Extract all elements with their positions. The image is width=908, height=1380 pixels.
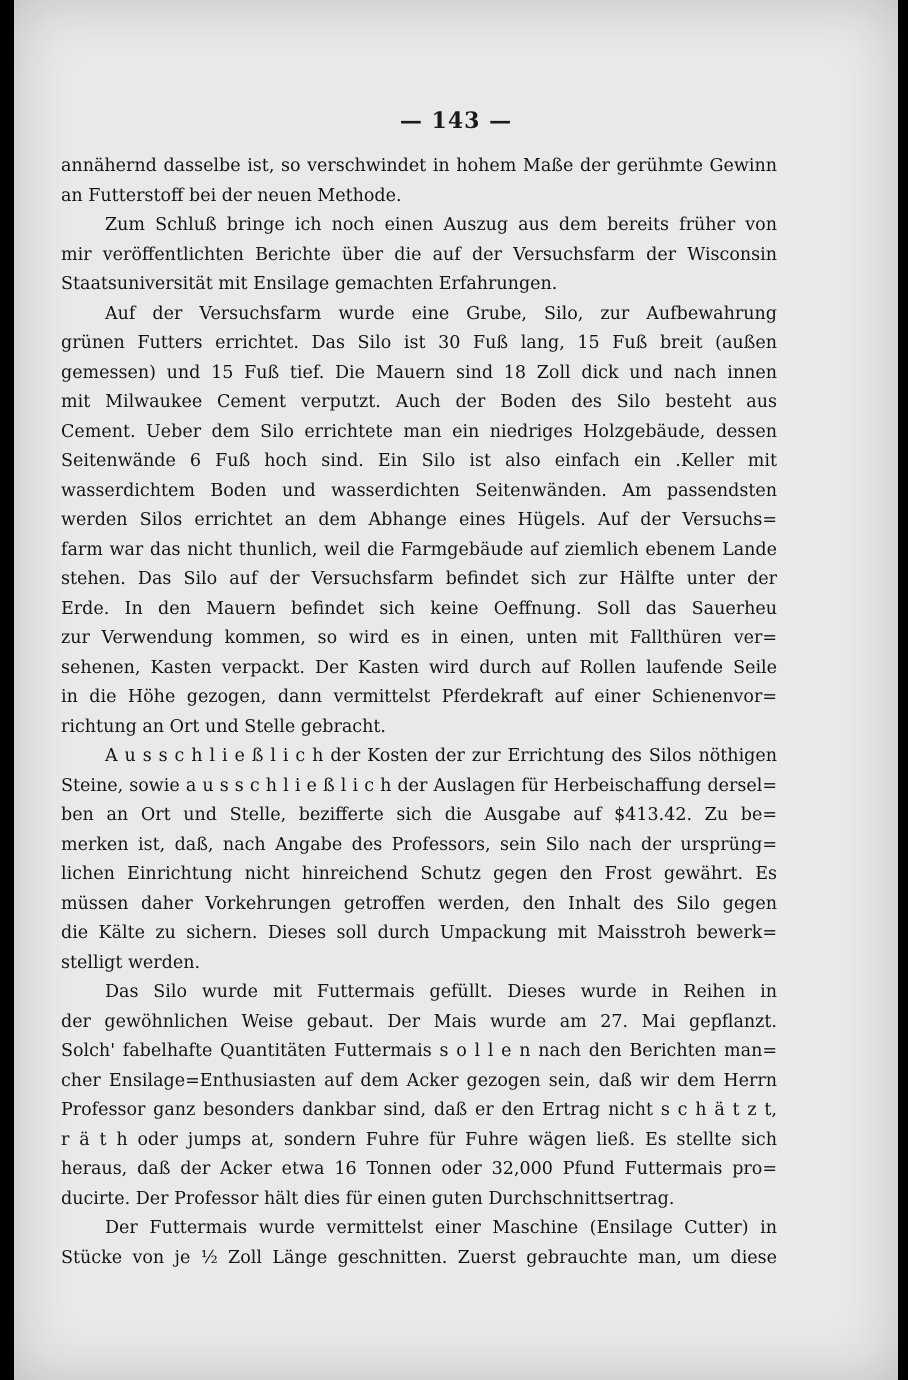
text-line: Auf der Versuchsfarm wurde eine Grube, Silo, zur Aufbewahrung (105, 303, 777, 324)
text-line: sehenen, Kasten verpackt. Der Kasten wird durch auf Rollen laufende Seile (61, 657, 777, 678)
text-line: grünen Futters errichtet. Das Silo ist 30 Fuß lang, 15 Fuß breit (außen (61, 333, 777, 353)
text-line: stehen. Das Silo auf der Versuchsfarm befindet sich zur Hälfte unter der (61, 569, 777, 589)
text-line: Zum Schluß bringe ich noch einen Auszug aus dem bereits früher von (105, 215, 777, 235)
text-line: müssen daher Vorkehrungen getroffen werden, den Inhalt des Silo gegen (61, 893, 777, 914)
text-line: ducirte. Der Professor hält dies für einen guten Durchschnittsertrag. (61, 1188, 675, 1209)
text-line: A u s s c h l i e ß l i c h der Kosten der zur Errichtung des Silos nöthigen (105, 746, 777, 766)
text-line: Der Futtermais wurde vermittelst einer Maschine (Ensilage Cutter) in (105, 1218, 777, 1238)
page-number: — 143 — (399, 108, 513, 134)
text-line: annähernd dasselbe ist, so verschwindet in hohem Maße der gerühmte Gewinn (61, 156, 777, 176)
text-line: Das Silo wurde mit Futtermais gefüllt. Dieses wurde in Reihen in (105, 982, 777, 1002)
text-line: werden Silos errichtet an dem Abhange eines Hügels. Auf der Versuchs= (61, 510, 777, 530)
text-line: stelligt werden. (61, 952, 201, 973)
text-line: Professor ganz besonders dankbar sind, daß er den Ertrag nicht s c h ä t z t, (61, 1100, 777, 1120)
text-line: Cement. Ueber dem Silo errichtete man ein niedriges Holzgebäude, dessen (61, 421, 777, 442)
text-line: mir veröffentlichten Berichte über die auf der Versuchsfarm der Wisconsin (61, 244, 777, 265)
text-line: Staatsuniversität mit Ensilage gemachten Erfahrungen. (61, 274, 558, 294)
text-line: ben an Ort und Stelle, bezifferte sich die Ausgabe auf $413.42. Zu be= (61, 805, 777, 825)
text-line: wasserdichtem Boden und wasserdichten Seitenwänden. Am passendsten (61, 480, 777, 501)
text-line: r ä t h oder jumps at, sondern Fuhre für Fuhre wägen ließ. Es stellte sich (61, 1129, 777, 1150)
text-line: farm war das nicht thunlich, weil die Farmgebäude auf ziemlich ebenem Lande (61, 539, 777, 560)
text-line: zur Verwendung kommen, so wird es in einen, unten mit Fallthüren ver= (61, 628, 777, 648)
text-line: mit Milwaukee Cement verputzt. Auch der Boden des Silo besteht aus (61, 392, 777, 412)
text-line: heraus, daß der Acker etwa 16 Tonnen oder 32,000 Pfund Futtermais pro= (61, 1159, 777, 1179)
text-line: Stücke von je ½ Zoll Länge geschnitten. Zuerst gebrauchte man, um diese (61, 1247, 777, 1268)
text-line: richtung an Ort und Stelle gebracht. (61, 716, 386, 737)
text-line: der gewöhnlichen Weise gebaut. Der Mais wurde am 27. Mai gepflanzt. (61, 1011, 777, 1032)
text-line: Erde. In den Mauern befindet sich keine Oeffnung. Soll das Sauerheu (61, 598, 777, 619)
book-page (14, 0, 898, 1380)
text-line: Solch' fabelhafte Quantitäten Futtermais s o l l e n nach den Berichten man= (61, 1041, 777, 1061)
text-line: lichen Einrichtung nicht hinreichend Schutz gegen den Frost gewährt. Es (61, 864, 777, 884)
text-line: merken ist, daß, nach Angabe des Professors, sein Silo nach der ursprüng= (61, 834, 777, 855)
text-line: Steine, sowie a u s s c h l i e ß l i c h der Auslagen für Herbeischaffung dersel= (61, 775, 777, 796)
text-line: an Futterstoff bei der neuen Methode. (61, 185, 402, 206)
body-text (61, 152, 777, 1273)
text-line: in die Höhe gezogen, dann vermittelst Pferdekraft auf einer Schienenvor= (61, 687, 777, 707)
text-line: gemessen) und 15 Fuß tief. Die Mauern sind 18 Zoll dick und nach innen (61, 362, 777, 383)
text-line: Seitenwände 6 Fuß hoch sind. Ein Silo ist also einfach ein .Keller mit (61, 451, 777, 471)
text-line: cher Ensilage=Enthusiasten auf dem Acker gezogen sein, daß wir dem Herrn (61, 1070, 777, 1091)
text-line: die Kälte zu sichern. Dieses soll durch Umpackung mit Maisstroh bewerk= (61, 923, 777, 943)
